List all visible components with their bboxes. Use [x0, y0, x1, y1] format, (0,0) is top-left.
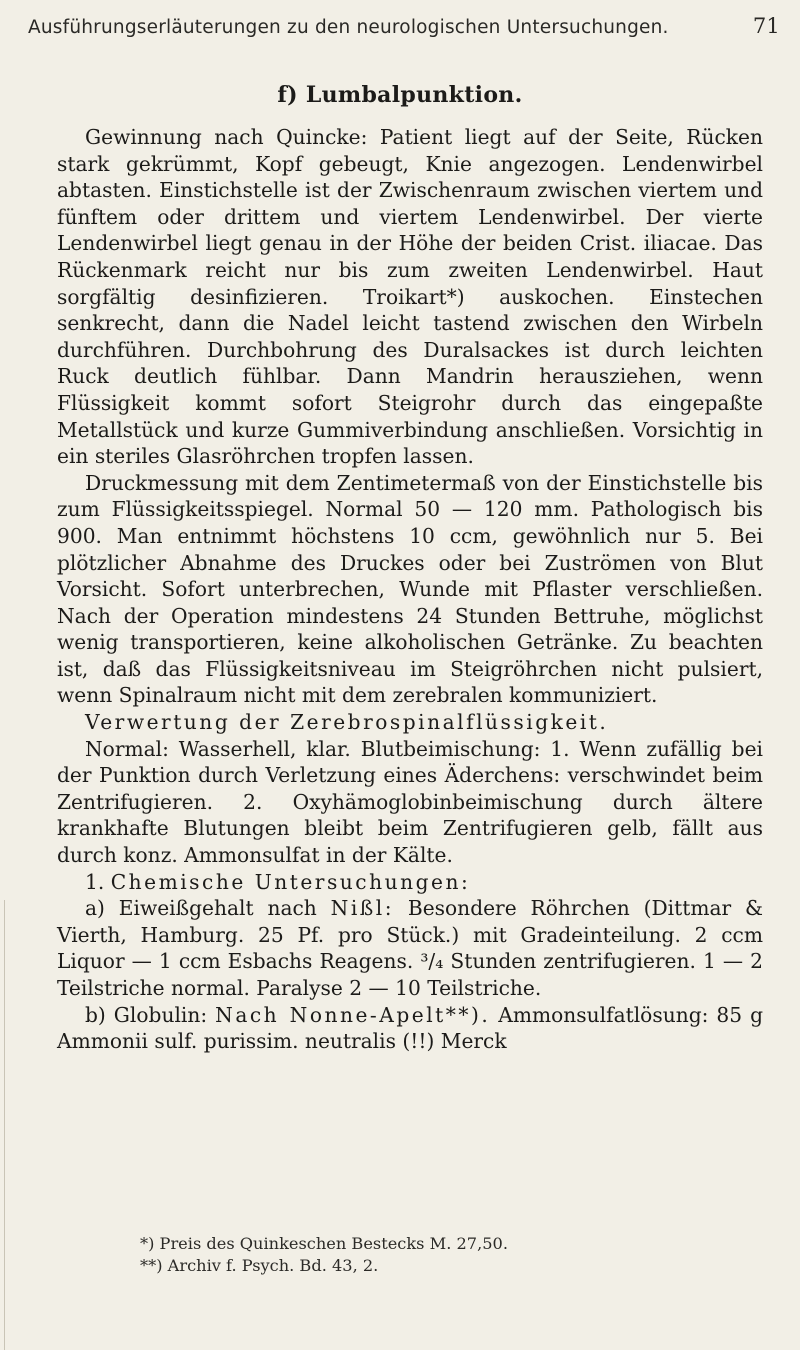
- running-head: [28, 14, 780, 50]
- page-number: 71: [752, 14, 780, 38]
- running-head-title: Ausführungserläuterungen zu den neurologischen Untersuchungen.: [28, 17, 669, 38]
- item-b-globulin: [57, 1002, 763, 1055]
- item-a-eiweiss: [57, 895, 763, 1001]
- paragraph-druckmessung: Druckmessung mit dem Zentimetermaß von der Einstichstelle bis zum Flüssigkeitsspiegel. Normal 50 — 120 mm. Pathologisch bis 900. Man entnimmt höchstens 10 ccm, gewöhnlich nur 5. Bei plötzlicher Abnahme des Druckes oder bei Zuströmen von Blut Vorsicht. Sofort unterbrechen, Wunde mit Pflaster verschließen. Nach der Operation mindestens 24 Stunden Bettruhe, möglichst wenig transportieren, keine alkoholischen Getränke. Zu beachten ist, daß das Flüssigkeitsniveau im Steigröhrchen nicht pulsiert, wenn Spinalraum nicht mit dem zerebralen kommuniziert.: [57, 470, 763, 708]
- chemisch-number: 1.: [85, 869, 105, 894]
- heading-verwertung: Verwertung der Zerebrospinalflüssigkeit.: [85, 710, 609, 735]
- chemisch-heading: Chemische Untersuchungen:: [110, 869, 471, 894]
- paragraph-normal: Normal: Wasserhell, klar. Blutbeimischung: 1. Wenn zufällig bei der Punktion durch Verletzung eines Äderchens: verschwindet beim Zentrifugieren. 2. Oxyhämoglobinbeimischung durch ältere krankhafte Blutungen bleibt beim Zentrifugieren gelb, fällt aus durch konz. Ammonsulfat in der Kälte.: [57, 736, 763, 868]
- heading-chemische-untersuchungen: [57, 869, 763, 896]
- item-a-name: Nißl:: [330, 896, 395, 921]
- footnote-1: *) Preis des Quinkeschen Bestecks M. 27,50.: [140, 1234, 508, 1253]
- footnotes: [140, 1233, 740, 1277]
- footnote-2: **) Archiv f. Psych. Bd. 43, 2.: [140, 1256, 379, 1275]
- paragraph-gewinnung: Gewinnung nach Quincke: Patient liegt auf der Seite, Rücken stark gekrümmt, Kopf gebeugt, Knie angezogen. Lendenwirbel abtasten. Einstichstelle ist der Zwischenraum zwischen viertem und fünftem oder drittem und viertem Lendenwirbel. Der vierte Lendenwirbel liegt genau in der Höhe der beiden Crist. iliacae. Das Rückenmark reicht nur bis zum zweiten Lendenwirbel. Haut sorgfältig desinfizieren. Troikart*) auskochen. Einstechen senkrecht, dann die Nadel leicht tastend zwischen den Wirbeln durchführen. Durchbohrung des Duralsackes ist durch leichten Ruck deutlich fühlbar. Dann Mandrin herausziehen, wenn Flüssigkeit kommt sofort Steigrohr durch das eingepaßte Metallstück und kurze Gummiverbindung anschließen. Vorsichtig in ein steriles Glasröhrchen tropfen lassen.: [57, 125, 763, 469]
- item-b-text: Ammonsulfatlösung: 85 g Ammonii sulf. purissim. neutralis (!!) Merck: [57, 1002, 764, 1054]
- item-b-label: b) Globulin:: [85, 1002, 208, 1027]
- item-a-text: Besondere Röhrchen (Dittmar & Vierth, Hamburg. 25 Pf. pro Stück.) mit Gradeinteilung. 2 ccm Liquor — 1 ccm Esbachs Reagens. ³/₄ Stunden zentrifugieren. 1 — 2 Teilstriche normal. Paralyse 2 — 10 Teilstriche.: [57, 896, 764, 1000]
- item-a-label: a) Eiweißgehalt nach: [85, 896, 317, 921]
- binding-edge-divider: [4, 900, 5, 1350]
- body-text: [57, 124, 763, 1055]
- item-b-name: Nach Nonne-Apelt**).: [215, 1002, 491, 1027]
- section-title: f) Lumbalpunktion.: [277, 82, 523, 108]
